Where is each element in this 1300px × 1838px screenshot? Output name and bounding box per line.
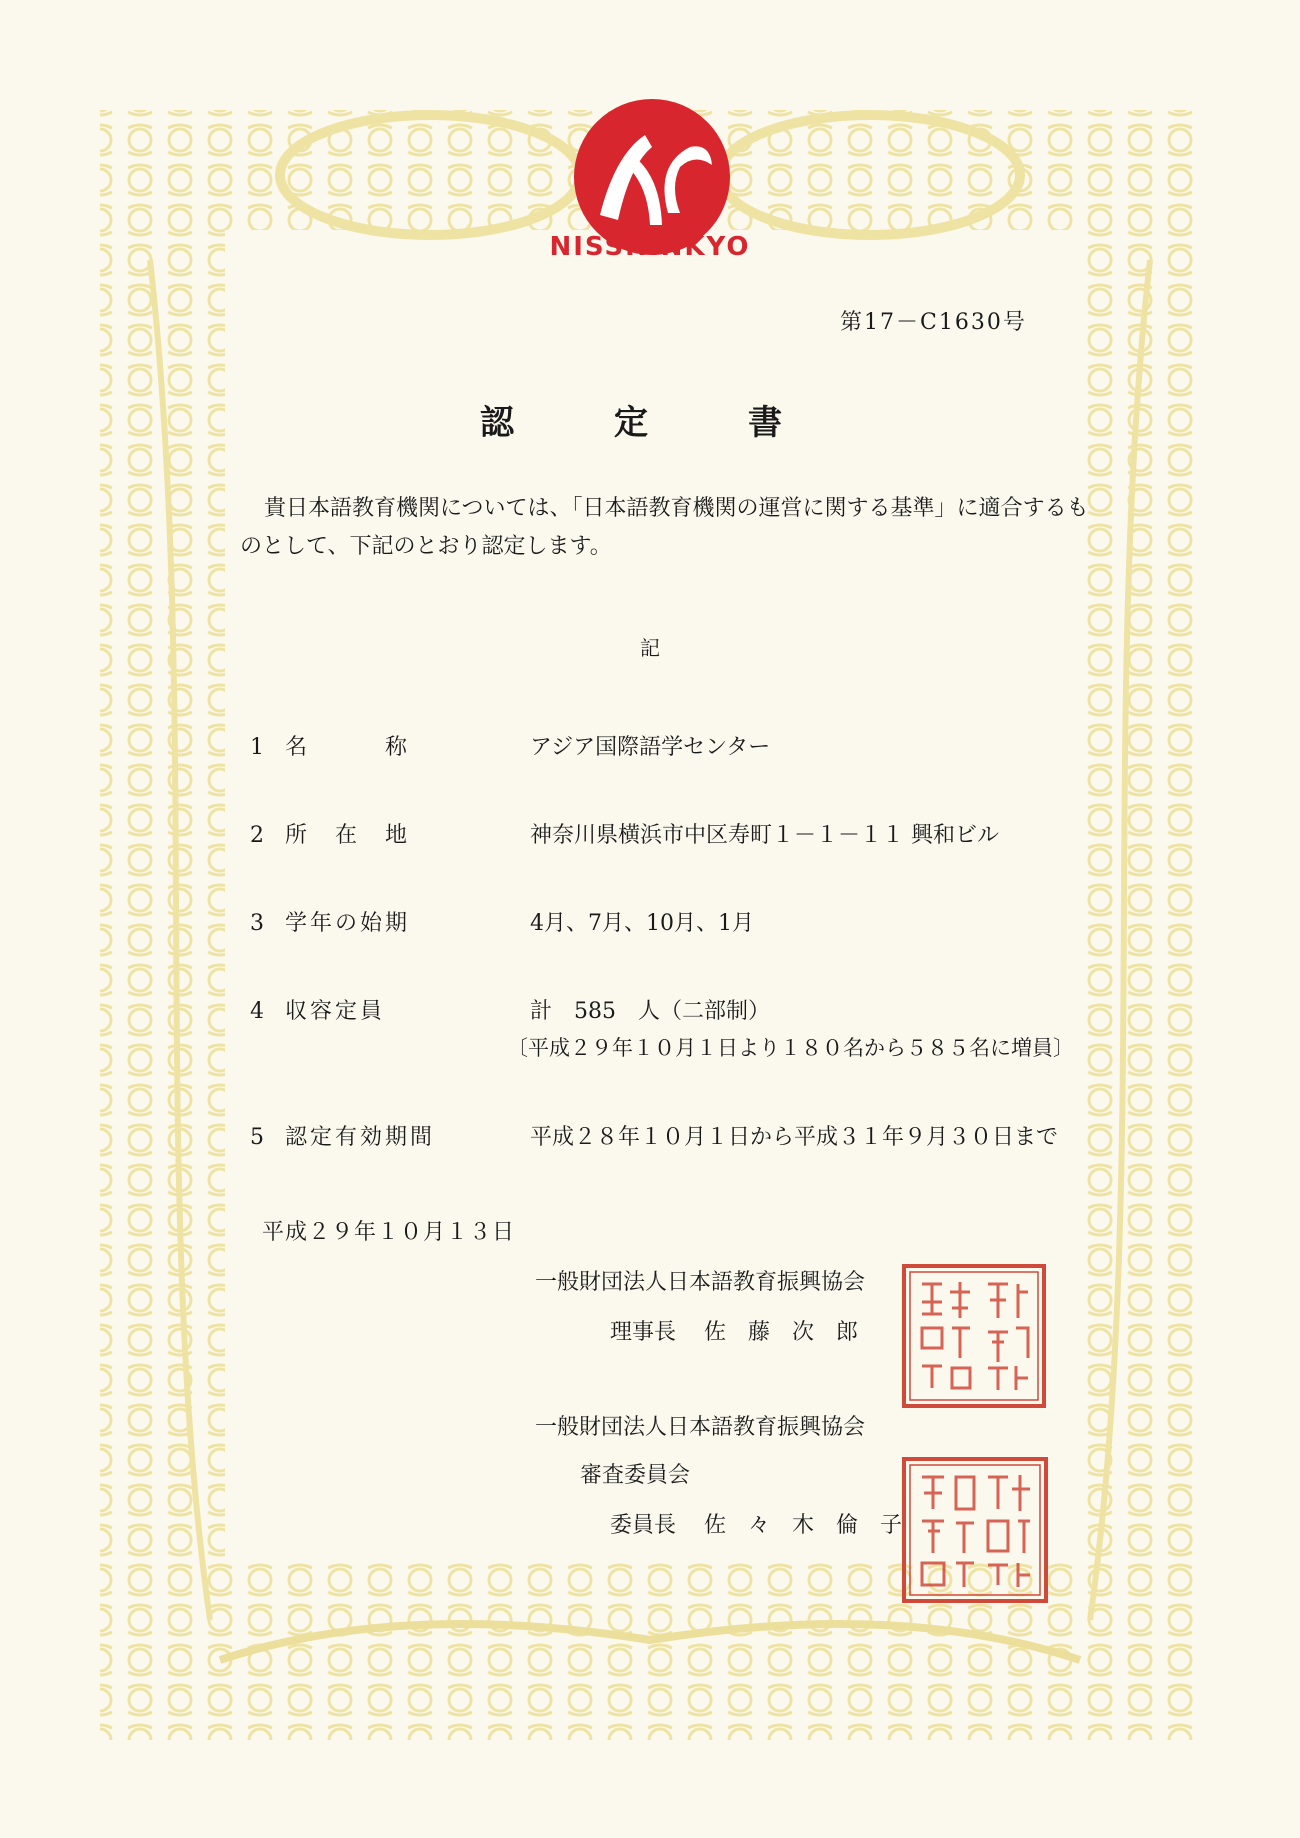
- item-capacity: [250, 994, 770, 1025]
- item-value: 神奈川県横浜市中区寿町１－１－１１ 興和ビル: [530, 823, 999, 848]
- item-validity-period: [250, 1120, 1058, 1151]
- item-number: 1: [250, 735, 264, 760]
- item-label: 名 称: [285, 735, 411, 760]
- item-number: 4: [250, 999, 264, 1024]
- certificate-number: 第17－C1630号: [840, 310, 1027, 335]
- issuer2-name: 佐々木倫子: [704, 1513, 925, 1538]
- issue-date: 平成２９年１０月１３日: [262, 1220, 516, 1245]
- item-label: 学年の始期: [285, 911, 411, 936]
- item-name: [250, 730, 770, 761]
- issuer2-signatory: [610, 1508, 924, 1539]
- intro-paragraph: 貴日本語教育機関については、「日本語教育機関の運営に関する基準」に適合するものとして、下記のとおり認定します。: [240, 496, 1089, 559]
- item-value: 計 585 人（二部制）: [530, 999, 770, 1024]
- item-value: 平成２８年１０月１日から平成３１年９月３０日まで: [530, 1125, 1059, 1150]
- capacity-note: 〔平成２９年１０月１日より１８０名から５８５名に増員〕: [507, 1036, 1074, 1060]
- item-number: 2: [250, 823, 264, 848]
- ki-heading: 記: [640, 636, 660, 660]
- item-number: 3: [250, 911, 264, 936]
- item-label: 認定有効期間: [285, 1125, 436, 1150]
- issuer2-committee: 審査委員会: [580, 1463, 691, 1488]
- logo-wordmark: NISSHINKYO: [549, 232, 751, 262]
- issuer2-organization: 一般財団法人日本語教育振興協会: [535, 1415, 866, 1440]
- issuer2-title: 委員長: [610, 1513, 677, 1538]
- item-value: 4月、7月、10月、1月: [530, 911, 754, 936]
- issuer1-organization: 一般財団法人日本語教育振興協会: [535, 1270, 866, 1295]
- item-label: 所 在 地: [285, 823, 411, 848]
- item-number: 5: [250, 1125, 264, 1150]
- issuer1-signatory: [610, 1315, 880, 1346]
- document-title: 認定書: [480, 403, 882, 443]
- item-location: [250, 818, 999, 849]
- item-label: 収容定員: [285, 999, 386, 1024]
- item-term-start: [250, 906, 754, 937]
- item-value: アジア国際語学センター: [530, 735, 771, 760]
- committee-seal-icon: [900, 1455, 1050, 1605]
- chairman-seal-icon: [900, 1262, 1048, 1410]
- issuer1-name: 佐藤次郎: [704, 1320, 881, 1345]
- issuer1-title: 理事長: [610, 1320, 677, 1345]
